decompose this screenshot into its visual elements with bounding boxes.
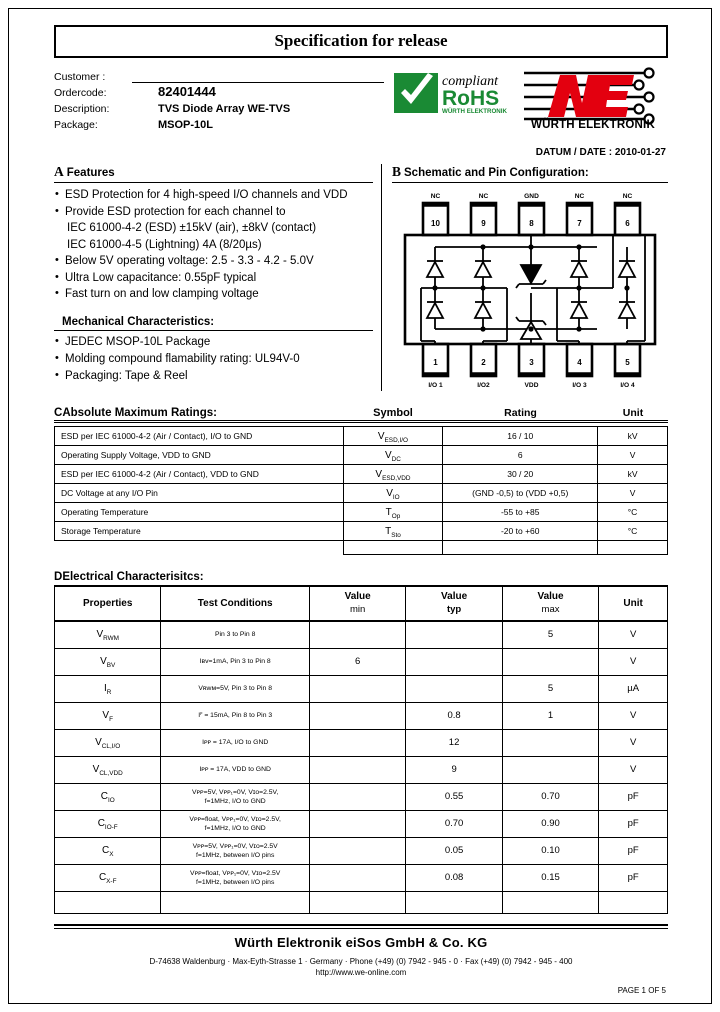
- rating-symbol: $V_{IO}$: [343, 484, 443, 503]
- value-min: 6: [309, 648, 405, 675]
- absolute-maximum-ratings-table: [54, 426, 668, 555]
- property-symbol: $C_X$: [55, 837, 161, 864]
- value-unit: pF: [599, 810, 668, 837]
- footer-divider-top: [54, 924, 668, 926]
- value-min: [309, 783, 405, 810]
- pin-name-gnd-8: GND: [524, 193, 539, 200]
- blank-cell: [502, 891, 598, 913]
- rating-symbol: $T_{Sto}$: [343, 522, 443, 541]
- description-row: [54, 99, 384, 115]
- pin-number-8: 8: [529, 219, 534, 228]
- customer-value: [132, 68, 384, 83]
- property-symbol: $I_R$: [55, 675, 161, 702]
- column-header-value-min: [309, 586, 405, 621]
- table-row: [55, 484, 668, 503]
- blank-cell: [55, 891, 161, 913]
- table-row: [55, 729, 668, 756]
- value-max: 0.70: [502, 783, 598, 810]
- rating-value: -20 to +60: [443, 522, 598, 541]
- test-conditions: Iᴘᴘ = 17A, I/O to GND: [161, 729, 310, 756]
- table-row: [55, 522, 668, 541]
- section-b-title: Schematic and Pin Configuration:: [404, 167, 589, 179]
- rating-value: 16 / 10: [443, 427, 598, 446]
- value-typ: 9: [406, 756, 502, 783]
- footer-divider-bottom: [54, 928, 668, 929]
- features-list: [54, 187, 373, 303]
- pin-number-10: 10: [431, 219, 440, 228]
- test-conditions: Iʙᴠ=1mA, Pin 3 to Pin 8: [161, 648, 310, 675]
- column-header-value-typ: [406, 586, 502, 621]
- rating-symbol: $V_{ESD,VDD}$: [343, 465, 443, 484]
- customer-row: [54, 67, 384, 83]
- value-label: Value: [344, 591, 371, 602]
- test-conditions: Vᴘᴘ=5V, Vᴘᴘ₁=0V, Vɪᴏ=2.5V, f=1MHz, I/O to GND: [161, 783, 310, 810]
- test-conditions: Pin 3 to Pin 8: [161, 621, 310, 648]
- column-header-symbol: Symbol: [373, 407, 413, 419]
- section-d-letter: D: [54, 571, 63, 583]
- section-a-title: Features: [66, 167, 115, 179]
- value-typ: 0.55: [406, 783, 502, 810]
- rohs-text: RoHS: [442, 87, 500, 110]
- feature-item: IEC 61000-4-5 (Lightning) 4A (8/20µs): [67, 238, 262, 251]
- blank-cell: [161, 891, 310, 913]
- section-d-heading: [54, 571, 668, 585]
- rating-description: DC Voltage at any I/O Pin: [55, 484, 344, 503]
- test-conditions: Iꟳ = 15mA, Pin 8 to Pin 3: [161, 702, 310, 729]
- rohs-subtext: WÜRTH ELEKTRONIK: [442, 108, 507, 115]
- value-unit: V: [599, 756, 668, 783]
- value-typ: 0.8: [406, 702, 502, 729]
- section-b-schematic: [382, 164, 668, 391]
- we-mark: [548, 75, 634, 117]
- pin-name-io4: I/O 4: [620, 382, 635, 389]
- value-unit: V: [599, 729, 668, 756]
- table-row: [55, 427, 668, 446]
- table-row-blank: [55, 891, 668, 913]
- table-row: [55, 783, 668, 810]
- section-a-divider: [54, 182, 373, 183]
- rohs-compliant-text: compliant: [442, 74, 498, 89]
- pin-name-io2: I/O2: [477, 382, 490, 389]
- value-unit: µA: [599, 675, 668, 702]
- value-min: [309, 756, 405, 783]
- feature-item: • Provide ESD protection for each channel to: [54, 204, 373, 221]
- table-row: [55, 503, 668, 522]
- typ-label: typ: [446, 604, 462, 615]
- electrical-characteristics-table: [54, 585, 668, 914]
- pin-number-2: 2: [481, 358, 486, 367]
- package-label: Package:: [54, 119, 98, 131]
- value-unit: pF: [599, 837, 668, 864]
- mechanical-characteristics-title: Mechanical Characteristics:: [62, 315, 215, 328]
- document-header: [54, 67, 668, 145]
- value-min: [309, 621, 405, 648]
- ordercode-row: [54, 83, 384, 99]
- package-value: MSOP-10L: [158, 119, 214, 131]
- table-row: [55, 702, 668, 729]
- table-row: [55, 756, 668, 783]
- property-symbol: $C_{IO}$: [55, 783, 161, 810]
- description-label: Description:: [54, 103, 110, 115]
- pin-number-5: 5: [625, 358, 630, 367]
- feature-item: • ESD Protection for 4 high-speed I/O channels and VDD: [54, 187, 373, 204]
- section-c-title-wrap: [54, 407, 343, 419]
- value-max: 5: [502, 675, 598, 702]
- value-typ: 0.08: [406, 864, 502, 891]
- table-row: [55, 864, 668, 891]
- blank-cell: [309, 891, 405, 913]
- property-symbol: $V_{BV}$: [55, 648, 161, 675]
- pin-name-nc-6: NC: [622, 193, 633, 200]
- property-symbol: $C_{IO-F}$: [55, 810, 161, 837]
- package-row: [54, 115, 384, 131]
- value-min: [309, 675, 405, 702]
- value-unit: pF: [599, 783, 668, 810]
- value-max: 5: [502, 621, 598, 648]
- blank-cell: [406, 891, 502, 913]
- test-conditions: Vᴘᴘ=float, Vᴘᴘ₁=0V, Vɪᴏ=2.5V f=1MHz, between I/O pins: [161, 864, 310, 891]
- rating-symbol: $T_{Op}$: [343, 503, 443, 522]
- feature-item: • Below 5V operating voltage: 2.5 - 3.3 - 4.2 - 5.0V: [54, 253, 373, 270]
- table-row: [55, 465, 668, 484]
- value-unit: V: [599, 648, 668, 675]
- rating-description: ESD per IEC 61000-4-2 (Air / Contact), VDD to GND: [55, 465, 344, 484]
- rating-unit: V: [598, 446, 668, 465]
- min-label: min: [350, 604, 366, 615]
- property-symbol: $V_{RWM}$: [55, 621, 161, 648]
- column-header-unit: Unit: [622, 407, 644, 419]
- value-max: [502, 648, 598, 675]
- mechanical-item: • JEDEC MSOP-10L Package: [54, 334, 373, 351]
- value-typ: [406, 621, 502, 648]
- pin-name-vdd: VDD: [524, 382, 539, 389]
- test-conditions: Vᴘᴘ=float, Vᴘᴘ₁=0V, Vɪᴏ=2.5V, f=1MHz, I/O to GND: [161, 810, 310, 837]
- logo-area: [384, 67, 668, 145]
- rating-unit: °C: [598, 503, 668, 522]
- property-symbol: $C_{X-F}$: [55, 864, 161, 891]
- table-row: [55, 675, 668, 702]
- table-row: [55, 837, 668, 864]
- value-unit: V: [599, 621, 668, 648]
- column-header-rating: Rating: [504, 407, 537, 419]
- ordercode-label: Ordercode:: [54, 87, 107, 99]
- rating-unit: V: [598, 484, 668, 503]
- rating-description: Operating Supply Voltage, VDD to GND: [55, 446, 344, 465]
- property-symbol: $V_{CL,I/O}$: [55, 729, 161, 756]
- table-row: [55, 446, 668, 465]
- property-symbol: $V_F$: [55, 702, 161, 729]
- rohs-compliant-logo: [392, 69, 514, 117]
- wurth-elektronik-name: WÜRTH ELEKTRONIK: [531, 119, 655, 131]
- value-typ: 12: [406, 729, 502, 756]
- rating-unit: °C: [598, 522, 668, 541]
- rating-value: -55 to +85: [443, 503, 598, 522]
- mechanical-item: • Molding compound flamability rating: UL94V-0: [54, 351, 373, 368]
- section-a-features: [54, 164, 382, 391]
- section-c-letter: C: [54, 407, 63, 419]
- feature-item: • Ultra Low capacitance: 0.55pF typical: [54, 270, 373, 287]
- page-number: PAGE 1 OF 5: [617, 986, 666, 995]
- feature-item: IEC 61000-4-2 (ESD) ±15kV (air), ±8kV (contact): [67, 222, 317, 234]
- pin-number-9: 9: [481, 219, 486, 228]
- company-name: Würth Elektronik eiSos GmbH & Co. KG: [234, 935, 488, 950]
- value-max: 0.15: [502, 864, 598, 891]
- test-conditions: Iᴘᴘ = 17A, VDD to GND: [161, 756, 310, 783]
- document-title: Specification for release: [54, 25, 668, 58]
- pin-name-nc-10: NC: [430, 193, 441, 200]
- column-header-unit: Unit: [599, 586, 668, 621]
- value-typ: [406, 675, 502, 702]
- value-min: [309, 837, 405, 864]
- column-header-test-conditions: Test Conditions: [161, 586, 310, 621]
- max-label: max: [541, 604, 560, 615]
- property-symbol: $V_{CL,VDD}$: [55, 756, 161, 783]
- value-min: [309, 702, 405, 729]
- section-a-letter: A: [54, 164, 64, 179]
- mechanical-item: • Packaging: Tape & Reel: [54, 368, 373, 385]
- pin-number-4: 4: [577, 358, 582, 367]
- blank-cell: [55, 541, 344, 555]
- rating-unit: kV: [598, 427, 668, 446]
- value-max: 0.90: [502, 810, 598, 837]
- mechanical-divider: [54, 330, 373, 331]
- value-max: 1: [502, 702, 598, 729]
- table-row: [55, 648, 668, 675]
- document-footer: [54, 924, 668, 995]
- value-max: 0.10: [502, 837, 598, 864]
- description-value: TVS Diode Array WE-TVS: [158, 103, 291, 115]
- section-b-letter: B: [392, 164, 402, 179]
- company-address: D-74638 Waldenburg · Max-Eyth-Strasse 1 · Germany · Phone (+49) (0) 7942 - 945 - 0 · Fax (+49) (0) 7942 - 945 - 400: [149, 957, 573, 966]
- table-row-blank: [55, 541, 668, 555]
- pin-number-3: 3: [529, 358, 534, 367]
- value-typ: [406, 648, 502, 675]
- rating-symbol: $V_{ESD,I/O}$: [343, 427, 443, 446]
- rating-description: ESD per IEC 61000-4-2 (Air / Contact), I/O to GND: [55, 427, 344, 446]
- blank-cell: [599, 891, 668, 913]
- section-b-heading: [392, 164, 668, 182]
- datum-date: DATUM / DATE : 2010-01-27: [535, 147, 666, 158]
- pin-name-nc-9: NC: [478, 193, 489, 200]
- company-url[interactable]: http://www.we-online.com: [315, 968, 407, 977]
- test-conditions: Vʀᴡᴍ=5V, Pin 3 to Pin 8: [161, 675, 310, 702]
- value-unit: pF: [599, 864, 668, 891]
- pin-name-nc-7: NC: [574, 193, 585, 200]
- rating-value: (GND -0,5) to (VDD +0,5): [443, 484, 598, 503]
- value-min: [309, 864, 405, 891]
- value-typ: 0.70: [406, 810, 502, 837]
- blank-cell: [443, 541, 598, 555]
- rating-value: 6: [443, 446, 598, 465]
- section-d-electrical-characteristics: [54, 571, 668, 914]
- section-b-divider: [392, 182, 668, 183]
- column-header-value-max: [502, 586, 598, 621]
- schematic-diagram: [401, 189, 659, 391]
- value-unit: V: [599, 702, 668, 729]
- mechanical-list: [54, 334, 373, 385]
- value-min: [309, 729, 405, 756]
- feature-item: • Fast turn on and low clamping voltage: [54, 286, 373, 303]
- value-label: Value: [537, 591, 564, 602]
- pin-name-io3: I/O 3: [572, 382, 587, 389]
- section-c-absolute-maximum-ratings: [54, 407, 668, 555]
- section-c-heading: [54, 407, 668, 423]
- value-max: [502, 756, 598, 783]
- value-max: [502, 729, 598, 756]
- pin-name-io1: I/O 1: [428, 382, 443, 389]
- value-label: Value: [441, 591, 468, 602]
- table-row: [55, 621, 668, 648]
- rating-description: Operating Temperature: [55, 503, 344, 522]
- ordercode-value: 82401444: [158, 84, 216, 99]
- customer-label: Customer :: [54, 71, 106, 83]
- rating-description: Storage Temperature: [55, 522, 344, 541]
- column-header-properties: Properties: [55, 586, 161, 621]
- blank-cell: [343, 541, 443, 555]
- table-row: [55, 810, 668, 837]
- value-typ: 0.05: [406, 837, 502, 864]
- section-d-title: Electrical Characterisitcs:: [62, 571, 204, 583]
- document-page: [8, 8, 712, 1004]
- section-c-title: Absolute Maximum Ratings:: [62, 407, 217, 419]
- pin-number-1: 1: [433, 358, 438, 367]
- rating-value: 30 / 20: [443, 465, 598, 484]
- blank-cell: [598, 541, 668, 555]
- order-metadata: [54, 67, 384, 131]
- section-a-heading: [54, 164, 373, 182]
- value-min: [309, 810, 405, 837]
- pin-number-7: 7: [577, 219, 582, 228]
- rating-symbol: $V_{DC}$: [343, 446, 443, 465]
- test-conditions: Vᴘᴘ=5V, Vᴘᴘ₁=0V, Vɪᴏ=2.5V f=1MHz, between I/O pins: [161, 837, 310, 864]
- pin-number-6: 6: [625, 219, 630, 228]
- rating-unit: kV: [598, 465, 668, 484]
